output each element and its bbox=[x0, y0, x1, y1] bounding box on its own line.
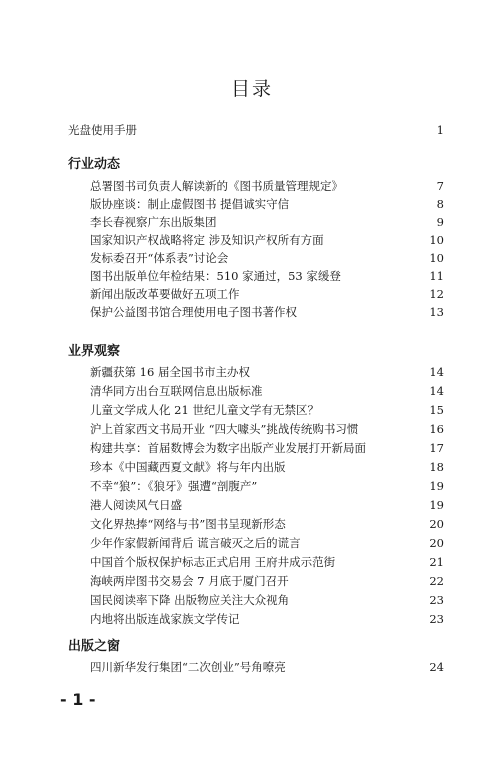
toc-entry-text: 版协座谈：制止虚假图书 提倡诚实守信 bbox=[90, 197, 290, 211]
toc-entry[interactable] bbox=[0, 534, 504, 552]
toc-entry[interactable] bbox=[0, 267, 504, 285]
toc-entry-page: 7 bbox=[436, 179, 444, 193]
toc-entry-page: 14 bbox=[429, 384, 444, 398]
toc-entry-page: 12 bbox=[429, 287, 444, 301]
toc-entry-page: 9 bbox=[436, 215, 444, 229]
toc-entry-text: 四川新华发行集团“二次创业”号角嘹亮 bbox=[90, 660, 286, 674]
toc-entry[interactable] bbox=[0, 249, 504, 267]
toc-entry-text: 构建共享：首届数博会为数字出版产业发展打开新局面 bbox=[90, 441, 366, 455]
toc-entry-text: 文化界热捧“网络与书”图书呈现新形态 bbox=[90, 517, 286, 531]
toc-entry-text: 发标委召开“体系表”讨论会 bbox=[90, 251, 229, 265]
toc-entry[interactable] bbox=[0, 439, 504, 457]
toc-entry-page: 16 bbox=[429, 422, 444, 436]
toc-entry-page: 24 bbox=[429, 660, 444, 674]
toc-entry-text: 内地将出版连战家族文学传记 bbox=[90, 612, 240, 626]
toc-entry-text: 海峡两岸图书交易会 7 月底于厦门召开 bbox=[90, 574, 289, 588]
toc-entry[interactable] bbox=[0, 195, 504, 213]
toc-entry[interactable] bbox=[0, 382, 504, 400]
toc-entry-page: 23 bbox=[429, 612, 444, 626]
toc-entry[interactable] bbox=[0, 658, 504, 676]
toc-entry[interactable] bbox=[0, 572, 504, 590]
toc-entry-intro[interactable] bbox=[0, 121, 504, 139]
page-title: 目录 bbox=[230, 78, 273, 100]
section-heading-publishing-window: 出版之窗 bbox=[68, 639, 121, 654]
toc-entry-page: 10 bbox=[429, 233, 444, 247]
toc-entry[interactable] bbox=[0, 515, 504, 533]
toc-entry-page: 14 bbox=[429, 365, 444, 379]
toc-entry[interactable] bbox=[0, 231, 504, 249]
toc-entry-text: 清华同方出台互联网信息出版标准 bbox=[90, 384, 263, 398]
toc-entry[interactable] bbox=[0, 401, 504, 419]
toc-entry-text: 新闻出版改革要做好五项工作 bbox=[90, 287, 240, 301]
toc-entry[interactable] bbox=[0, 477, 504, 495]
toc-entry-text: 不幸“狼”：《狼牙》强遭“剖腹产” bbox=[90, 479, 258, 493]
toc-entry-text: 国家知识产权战略将定 涉及知识产权所有方面 bbox=[90, 233, 324, 247]
toc-entry-page: 21 bbox=[429, 555, 444, 569]
page-number-footer: - 1 - bbox=[60, 690, 96, 709]
toc-entry-text: 新疆获第 16 届全国书市主办权 bbox=[90, 365, 250, 379]
toc-entry[interactable] bbox=[0, 285, 504, 303]
toc-entry-page: 11 bbox=[429, 269, 444, 283]
toc-entry-page: 17 bbox=[429, 441, 444, 455]
toc-entry[interactable] bbox=[0, 303, 504, 321]
toc-entry-page: 23 bbox=[429, 593, 444, 607]
toc-entry-text: 图书出版单位年检结果：510 家通过，53 家缓登 bbox=[90, 269, 341, 283]
section-heading-industry-observation: 业界观察 bbox=[68, 344, 121, 359]
toc-entry-page: 13 bbox=[429, 305, 444, 319]
toc-entry[interactable] bbox=[0, 420, 504, 438]
toc-entry[interactable] bbox=[0, 610, 504, 628]
toc-entry-page: 10 bbox=[429, 251, 444, 265]
toc-entry-page: 20 bbox=[429, 536, 444, 550]
toc-entry-text: 儿童文学成人化 21 世纪儿童文学有无禁区？ bbox=[90, 403, 319, 417]
toc-entry-page: 19 bbox=[429, 498, 444, 512]
toc-entry-text: 光盘使用手册 bbox=[68, 123, 137, 137]
toc-entry-page: 19 bbox=[429, 479, 444, 493]
toc-entry-text: 少年作家假新闻背后 谎言破灭之后的谎言 bbox=[90, 536, 301, 550]
toc-entry-page: 1 bbox=[436, 123, 444, 137]
toc-entry[interactable] bbox=[0, 496, 504, 514]
toc-entry-text: 保护公益图书馆合理使用电子图书著作权 bbox=[90, 305, 297, 319]
toc-entry-text: 珍本《中国藏西夏文献》将与年内出版 bbox=[90, 460, 286, 474]
toc-entry-text: 国民阅读率下降 出版物应关注大众视角 bbox=[90, 593, 290, 607]
toc-entry[interactable] bbox=[0, 458, 504, 476]
toc-entry[interactable] bbox=[0, 363, 504, 381]
toc-entry-page: 20 bbox=[429, 517, 444, 531]
toc-entry[interactable] bbox=[0, 213, 504, 231]
toc-entry-text: 中国首个版权保护标志正式启用 王府井成示范街 bbox=[90, 555, 336, 569]
section-heading-industry-news: 行业动态 bbox=[68, 157, 121, 172]
toc-entry-text: 沪上首家西文书局开业 “四大噱头”挑战传统购书习惯 bbox=[90, 422, 359, 436]
toc-entry[interactable] bbox=[0, 591, 504, 609]
toc-entry-text: 总署图书司负责人解读新的《图书质量管理规定》 bbox=[90, 179, 343, 193]
toc-entry-text: 港人阅读风气日盛 bbox=[90, 498, 182, 512]
toc-entry-text: 李长春视察广东出版集团 bbox=[90, 215, 217, 229]
toc-entry-page: 22 bbox=[429, 574, 444, 588]
toc-entry-page: 8 bbox=[436, 197, 444, 211]
toc-entry-page: 15 bbox=[429, 403, 444, 417]
toc-entry[interactable] bbox=[0, 177, 504, 195]
toc-entry-page: 18 bbox=[429, 460, 444, 474]
toc-entry[interactable] bbox=[0, 553, 504, 571]
